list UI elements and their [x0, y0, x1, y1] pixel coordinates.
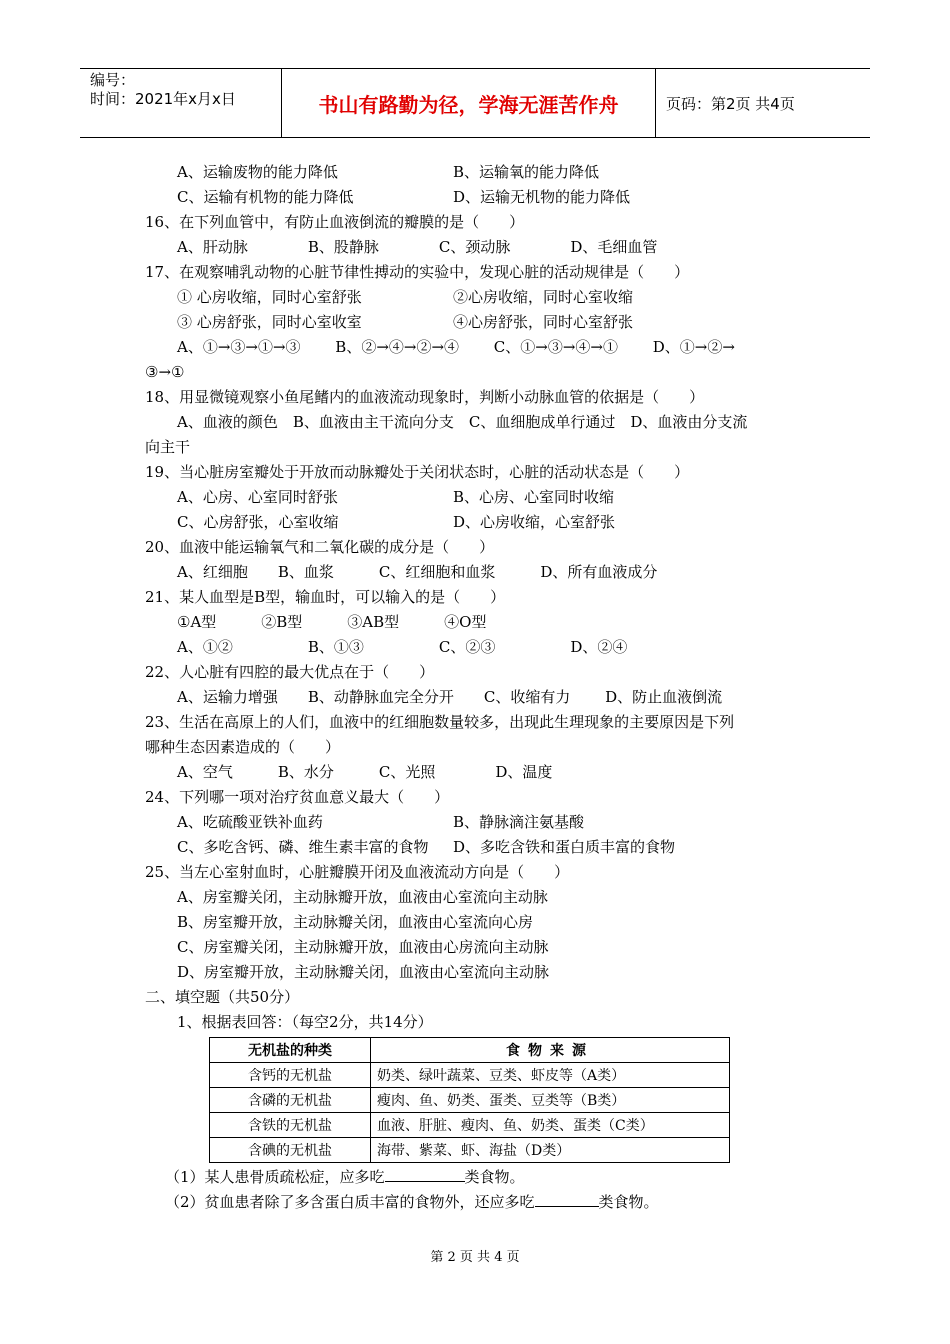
table-cell-type: 含磷的无机盐: [210, 1088, 371, 1113]
q17-statements-row2: [145, 310, 815, 335]
q15-options-row2: [145, 185, 815, 210]
table-row: [210, 1088, 730, 1113]
fill-sub1-suffix: 类食物。: [464, 1168, 525, 1186]
q24-options-row1: [145, 810, 815, 835]
q17-statement-2: ②心房收缩，同时心室收缩: [453, 288, 634, 306]
q15-option-a: A、运输废物的能力降低: [177, 163, 338, 181]
q24-option-c: C、多吃含钙、磷、维生素丰富的食物: [177, 838, 429, 856]
q25-option-b: B、房室瓣开放，主动脉瓣关闭，血液由心室流向心房: [177, 913, 534, 931]
q23-options: A、空气 B、水分 C、光照 D、温度: [177, 763, 553, 781]
q22-stem: 22、人心脏有四腔的最大优点在于（ ）: [145, 663, 435, 681]
page-footer: 第 2 页 共 4 页: [430, 1250, 520, 1265]
header-page-label: 页码：第2页 共4页: [666, 94, 795, 113]
q19-option-d: D、心房收缩，心室舒张: [453, 513, 616, 531]
q19-option-a: A、心房、心室同时舒张: [177, 488, 338, 506]
q17-statement-3: ③ 心房舒张，同时心室收室: [177, 313, 362, 331]
fill-q1-stem: 1、根据表回答：（每空2分，共14分）: [177, 1013, 433, 1031]
q19-options-row1: [145, 485, 815, 510]
q24-stem: 24、下列哪一项对治疗贫血意义最大（ ）: [145, 788, 450, 806]
q21-stem: 21、某人血型是B型，输血时，可以输入的是（ ）: [145, 588, 506, 606]
q15-option-b: B、运输氧的能力降低: [453, 163, 600, 181]
table-row: [210, 1138, 730, 1163]
fill-sub1: [145, 1165, 815, 1190]
q21-options: A、①② B、①③ C、②③ D、②④: [177, 638, 628, 656]
mineral-salt-table: [209, 1037, 730, 1163]
table-header-type: 无机盐的种类: [210, 1038, 371, 1063]
q15-option-c: C、运输有机物的能力降低: [177, 188, 354, 206]
q20-options: A、红细胞 B、血浆 C、红细胞和血浆 D、所有血液成分: [177, 563, 658, 581]
table-cell-type: 含铁的无机盐: [210, 1113, 371, 1138]
q23-stem-cont: 哪种生态因素造成的（ ）: [145, 738, 341, 756]
q16-stem: 16、在下列血管中，有防止血液倒流的瓣膜的是（ ）: [145, 213, 525, 231]
q22-options: A、运输力增强 B、动静脉血完全分开 C、收缩有力 D、防止血液倒流: [177, 688, 723, 706]
fill-sub1-blank[interactable]: [385, 1165, 465, 1182]
q24-option-a: A、吃硫酸亚铁补血药: [177, 813, 323, 831]
q15-options-row1: [145, 160, 815, 185]
q20-stem: 20、血液中能运输氧气和二氧化碳的成分是（ ）: [145, 538, 495, 556]
header-meta: [80, 69, 282, 137]
q23-stem: 23、生活在高原上的人们，血液中的红细胞数量较多，出现此生理现象的主要原因是下列: [145, 713, 735, 731]
fill-sub1-prefix: （1）某人患骨质疏松症，应多吃: [165, 1168, 385, 1186]
table-header-source: 食物来源: [371, 1038, 730, 1063]
q19-option-c: C、心房舒张，心室收缩: [177, 513, 339, 531]
q17-statement-1: ① 心房收缩，同时心室舒张: [177, 288, 362, 306]
q17-statement-4: ④心房舒张，同时心室舒张: [453, 313, 634, 331]
table-cell-source: 海带、紫菜、虾、海盐（D类）: [371, 1138, 730, 1163]
q18-options-cont: 向主干: [145, 438, 191, 456]
q16-options: A、肝动脉 B、股静脉 C、颈动脉 D、毛细血管: [177, 238, 658, 256]
fill-sub2-prefix: （2）贫血患者除了多含蛋白质丰富的食物外，还应多吃: [165, 1193, 535, 1211]
fill-sub2-suffix: 类食物。: [598, 1193, 659, 1211]
q25-option-d: D、房室瓣开放，主动脉瓣关闭，血液由心室流向主动脉: [177, 963, 550, 981]
q25-stem: 25、当左心室射血时，心脏瓣膜开闭及血液流动方向是（ ）: [145, 863, 570, 881]
document-body: [145, 160, 815, 1215]
q25-option-c: C、房室瓣关闭，主动脉瓣开放，血液由心房流向主动脉: [177, 938, 549, 956]
q19-stem: 19、当心脏房室瓣处于开放而动脉瓣处于关闭状态时，心脏的活动状态是（ ）: [145, 463, 690, 481]
fill-sub2-blank[interactable]: [535, 1190, 599, 1207]
q17-options-cont: ③→①: [145, 363, 185, 381]
table-header-row: [210, 1038, 730, 1063]
q15-option-d: D、运输无机物的能力降低: [453, 188, 631, 206]
time-label: 时间：2021年x月x日: [90, 90, 236, 108]
q19-options-row2: [145, 510, 815, 535]
section-2-title: 二、填空题（共50分）: [145, 988, 300, 1006]
q17-options: A、①→③→①→③ B、②→④→②→④ C、①→③→④→① D、①→②→: [177, 338, 735, 356]
table-cell-source: 瘦肉、鱼、奶类、蛋类、豆类等（B类）: [371, 1088, 730, 1113]
q17-statements-row1: [145, 285, 815, 310]
q19-option-b: B、心房、心室同时收缩: [453, 488, 615, 506]
q17-stem: 17、在观察哺乳动物的心脏节律性搏动的实验中，发现心脏的活动规律是（ ）: [145, 263, 690, 281]
q24-options-row2: [145, 835, 815, 860]
table-cell-source: 血液、肝脏、瘦肉、鱼、奶类、蛋类（C类）: [371, 1113, 730, 1138]
table-row: [210, 1063, 730, 1088]
number-label: 编号：: [90, 71, 136, 89]
page-header: [80, 68, 870, 138]
q18-stem: 18、用显微镜观察小鱼尾鳍内的血液流动现象时，判断小动脉血管的依据是（ ）: [145, 388, 705, 406]
table-cell-type: 含碘的无机盐: [210, 1138, 371, 1163]
table-row: [210, 1113, 730, 1138]
table-cell-type: 含钙的无机盐: [210, 1063, 371, 1088]
q24-option-d: D、多吃含铁和蛋白质丰富的食物: [453, 838, 676, 856]
fill-sub2: [145, 1190, 815, 1215]
header-motto: 书山有路勤为径，学海无涯苦作舟: [282, 69, 656, 137]
q24-option-b: B、静脉滴注氨基酸: [453, 813, 585, 831]
q21-blood-types: ①A型 ②B型 ③AB型 ④O型: [177, 613, 487, 631]
q25-option-a: A、房室瓣关闭，主动脉瓣开放，血液由心室流向主动脉: [177, 888, 548, 906]
q18-options: A、血液的颜色 B、血液由主干流向分支 C、血细胞成单行通过 D、血液由分支流: [177, 413, 748, 431]
table-cell-source: 奶类、绿叶蔬菜、豆类、虾皮等（A类）: [371, 1063, 730, 1088]
